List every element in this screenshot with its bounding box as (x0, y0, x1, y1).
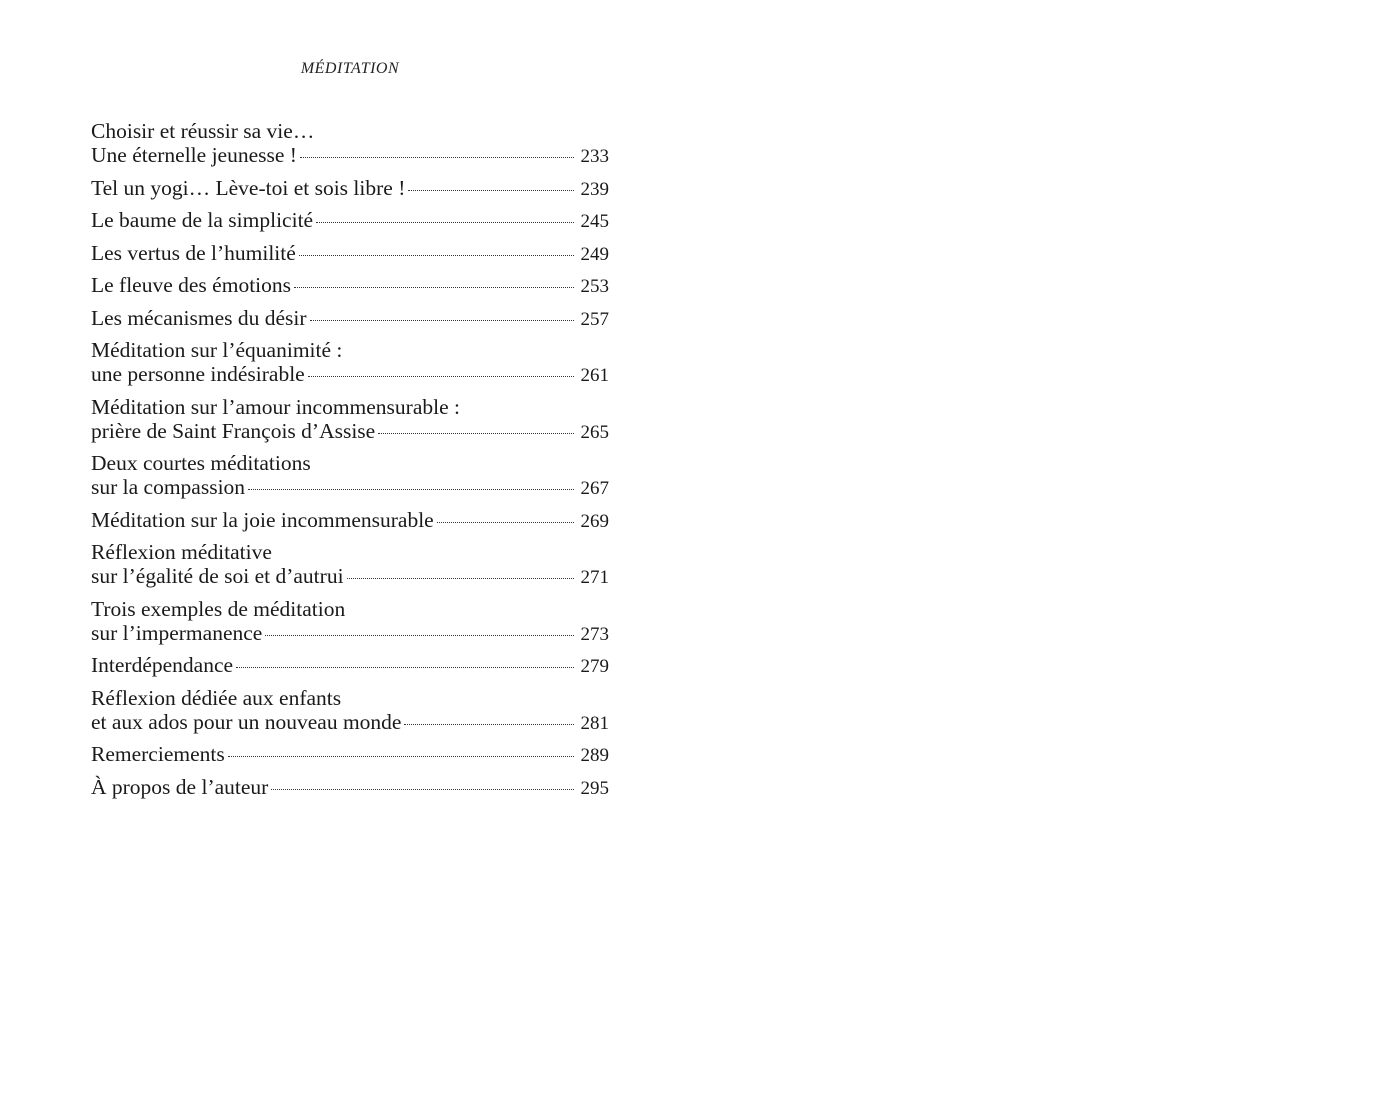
dot-leader (299, 254, 574, 256)
dot-leader (408, 189, 574, 191)
toc-entry (91, 176, 609, 202)
toc-entry (91, 273, 609, 299)
toc-page-number: 253 (580, 276, 609, 297)
dot-leader (228, 755, 574, 757)
toc-page-number: 245 (580, 211, 609, 232)
toc-page-number: 279 (580, 656, 609, 677)
dot-leader (248, 488, 574, 490)
toc-entry-title-line1: Réflexion méditative (91, 540, 272, 564)
toc-page-number: 265 (580, 421, 609, 443)
dot-leader (316, 221, 574, 223)
toc-entry (91, 540, 609, 590)
toc-entry-title: Le fleuve des émotions (91, 273, 292, 297)
toc-entry-title: Méditation sur la joie incommensurable (91, 507, 434, 532)
toc-entry (91, 775, 609, 801)
toc-entry (91, 653, 609, 679)
toc-entry (91, 306, 609, 332)
toc-page-number: 267 (580, 478, 609, 499)
toc-entry-title: Interdépendance (91, 653, 234, 677)
dot-leader (308, 375, 574, 377)
dot-leader (294, 286, 574, 288)
dot-leader (347, 577, 574, 579)
toc-entry-title: À propos de l’auteur (91, 774, 269, 799)
dot-leader (271, 788, 574, 790)
toc-page-number: 295 (580, 777, 609, 799)
toc-entry-title: Les mécanismes du désir (91, 305, 307, 330)
running-head-title: MÉDITATION (300, 60, 400, 77)
dot-leader (265, 634, 574, 636)
toc-entry-title-line1: Deux courtes méditations (91, 451, 311, 475)
dot-leader (310, 319, 574, 321)
dot-leader (300, 156, 574, 158)
toc-entry-title-line1: Méditation sur l’amour incommensurable : (91, 394, 460, 419)
toc-entry-title-line1: Méditation sur l’équanimité : (91, 338, 343, 362)
toc-page-number: 273 (580, 623, 609, 645)
toc-page-number: 271 (580, 567, 609, 588)
toc-page-number: 289 (580, 745, 609, 766)
toc-entry (91, 208, 609, 234)
toc-entry (91, 395, 609, 445)
dot-leader (404, 723, 574, 725)
toc-page-number: 281 (580, 712, 609, 734)
toc-entry (91, 119, 609, 169)
toc-entry-title: sur la compassion (91, 475, 246, 499)
toc-entry-title: prière de Saint François d’Assise (91, 418, 376, 443)
toc-entry-title-line1: Trois exemples de méditation (91, 596, 346, 621)
toc-entry-title: Tel un yogi… Lève-toi et sois libre ! (91, 175, 406, 200)
toc-entry-title: et aux ados pour un nouveau monde (91, 709, 402, 734)
toc-page-number: 233 (580, 146, 609, 167)
dot-leader (236, 666, 574, 668)
dot-leader (378, 432, 574, 434)
toc-entry-title: sur l’impermanence (91, 620, 263, 645)
toc-entry-title: une personne indésirable (91, 362, 305, 386)
toc-entry (91, 338, 609, 388)
toc-page-number: 239 (580, 178, 609, 200)
toc-entry (91, 508, 609, 534)
toc-entry (91, 686, 609, 736)
toc-entry-title: sur l’égalité de soi et d’autrui (91, 564, 344, 588)
toc-page-number: 257 (580, 308, 609, 330)
toc-entry (91, 742, 609, 768)
toc-entry-title: Les vertus de l’humilité (91, 240, 296, 265)
toc-entry-title: Remerciements (91, 742, 225, 766)
toc-entry (91, 597, 609, 647)
toc-entry (91, 451, 609, 501)
toc-entry-title-line1: Réflexion dédiée aux enfants (91, 685, 342, 710)
toc-page-number: 249 (580, 243, 609, 265)
toc-entry-title-line1: Choisir et réussir sa vie… (91, 119, 315, 143)
toc-entry (91, 241, 609, 267)
toc-page-number: 261 (580, 365, 609, 386)
toc-entry-title: Le baume de la simplicité (91, 208, 314, 232)
toc-entry-title: Une éternelle jeunesse ! (91, 143, 297, 167)
toc-page-number: 269 (580, 510, 609, 532)
table-of-contents (91, 119, 609, 807)
dot-leader (437, 521, 574, 523)
